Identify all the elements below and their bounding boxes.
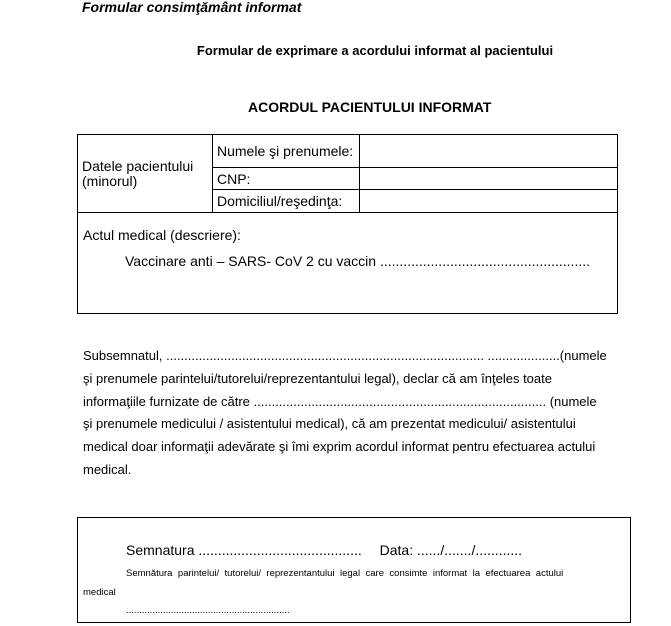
cnp-field-label: CNP: (217, 170, 251, 187)
signature-box (77, 517, 631, 623)
paragraph-line: şi prenumele parintelui/tutorelui/reprezentantului legal), declar că am înţeles toate (83, 370, 552, 386)
address-label-cell (213, 190, 360, 213)
consent-paragraph (83, 345, 628, 482)
address-field-label: Domiciliul/reşedinţa: (217, 193, 343, 209)
paragraph-line: informaţiile furnizate de către ................................................................................. (numele (83, 393, 597, 409)
paragraph-line: medical doar informaţii adevărate şi îmi exprim acordul informat pentru efectuarea actului (83, 439, 596, 455)
document-header-label: Formular consimţământ informat (82, 0, 302, 15)
form-title: Formular de exprimare a acordului informat al pacientului (196, 43, 554, 58)
paragraph-line: şi prenumele medicului / asistentului medical), că am prezentat medicului/ asistentului (83, 416, 576, 432)
name-field-label: Numele şi prenumele: (217, 142, 354, 159)
medical-act-description[interactable]: Vaccinare anti – SARS- CoV 2 cu vaccin ...................................................... (125, 253, 591, 269)
name-field[interactable] (360, 135, 618, 168)
signature-name-line[interactable]: .............................................................. (126, 605, 290, 616)
cnp-field[interactable] (360, 168, 618, 190)
signature-field[interactable]: Semnatura .......................................... (126, 542, 362, 558)
name-label-cell (213, 135, 360, 168)
paragraph-line: Subsemnatul, ........................................................................................ ....................(numele (83, 348, 607, 363)
medical-act-cell (78, 213, 618, 314)
signature-note: Semnătura parintelui/ tutorelui/ reprezentantului legal care consimte informat la efectuarea actului (126, 568, 564, 579)
patient-group-label-cell (78, 135, 213, 213)
main-title: ACORDUL PACIENTULUI INFORMAT (248, 99, 492, 115)
signature-note-continuation: medical (83, 587, 116, 598)
signature-line (126, 542, 522, 558)
date-field[interactable]: Data: ....../......./............ (379, 542, 523, 558)
medical-act-label: Actul medical (descriere): (83, 227, 241, 243)
paragraph-line: medical. (83, 461, 132, 477)
patient-data-table (77, 134, 618, 314)
patient-group-label: Datele pacientului (minorul) (82, 157, 194, 189)
address-field[interactable] (360, 190, 618, 213)
cnp-label-cell (213, 168, 360, 190)
